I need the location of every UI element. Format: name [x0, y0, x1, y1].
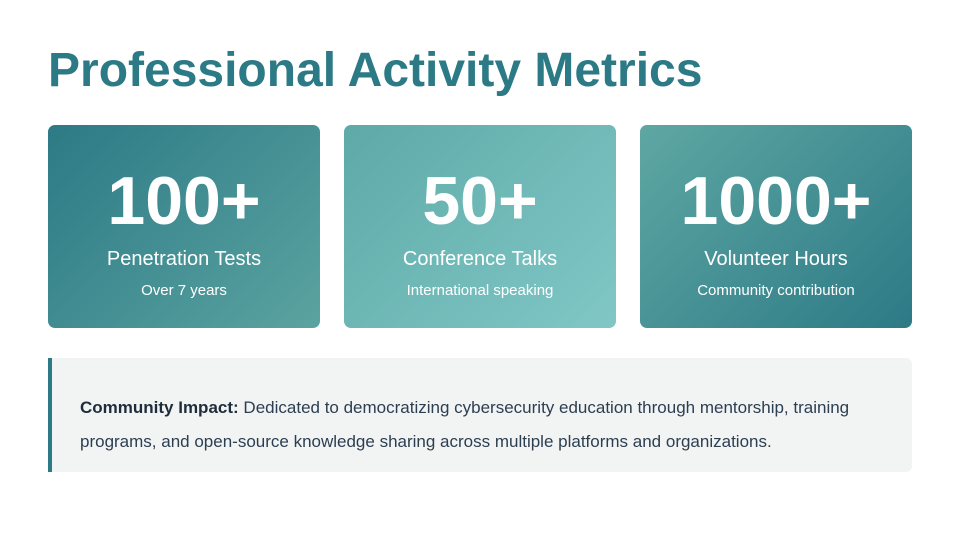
metric-subtitle: Community contribution: [697, 282, 855, 299]
metric-label: Conference Talks: [402, 248, 558, 270]
metric-value: 100+: [107, 163, 261, 239]
metric-subtitle: Over 7 years: [141, 282, 227, 299]
metric-value: 50+: [422, 163, 538, 239]
impact-text: Dedicated to democratizing cybersecurity education through mentorship, training programs, and open-source knowledge sharing across multiple platforms and organizations.: [80, 398, 850, 451]
metric-label: Penetration Tests: [106, 248, 262, 270]
metric-card-conference-talks: [344, 125, 616, 328]
metric-subtitle: International speaking: [406, 282, 554, 299]
impact-label: Community Impact:: [80, 398, 239, 417]
metric-card-penetration-tests: [48, 125, 320, 328]
page-title: Professional Activity Metrics: [48, 44, 703, 97]
metric-card-volunteer-hours: [640, 125, 912, 328]
metric-value: 1000+: [680, 163, 872, 239]
metric-cards: [48, 125, 912, 328]
community-impact-panel: [48, 358, 912, 472]
metric-label: Volunteer Hours: [704, 248, 848, 270]
